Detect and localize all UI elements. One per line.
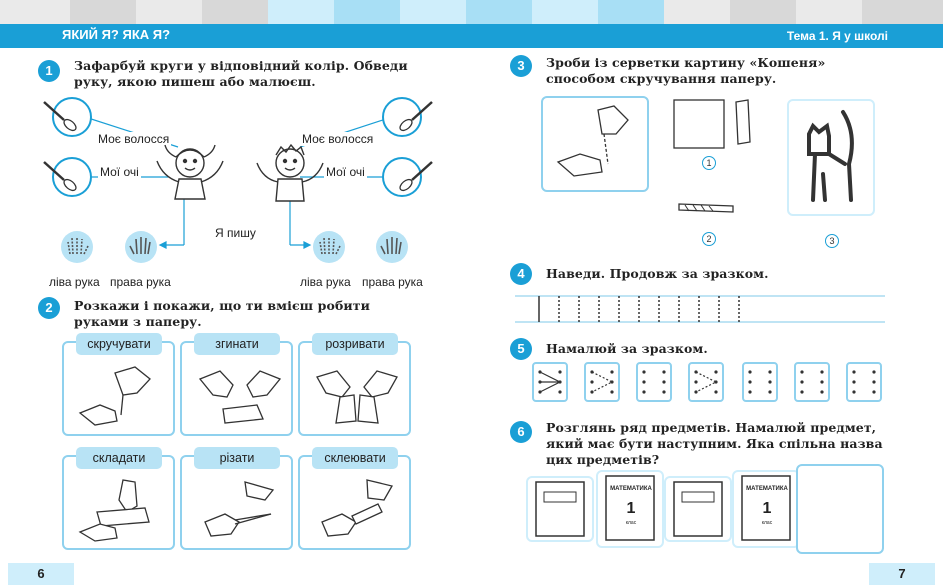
task-number: 1 [38, 60, 60, 82]
task-number: 4 [510, 263, 532, 285]
right-hand-icon[interactable] [375, 230, 409, 264]
action-label: складати [76, 447, 162, 469]
book-title: МАТЕМАТИКА [746, 486, 788, 492]
kitten-illustration [795, 104, 867, 210]
task-text: Розглянь ряд предметів. Намалюй предмет, який має бути наступним. Яка спільна назва цих предметів? [546, 420, 883, 467]
action-label: згинати [194, 333, 280, 355]
page-title: ЯКИЙ Я? ЯКА Я? [62, 27, 171, 42]
step-number: 1 [702, 156, 716, 170]
tracing-lines[interactable] [515, 290, 889, 330]
label-left-hand: ліва рука [49, 275, 100, 289]
brush-icon [40, 160, 80, 200]
task-text: Розкажи і покажи, що ти вмієш робити руками з паперу. [74, 298, 370, 329]
task-number: 5 [510, 338, 532, 360]
label-hair: Моє волосся [98, 132, 170, 146]
hands-twisting-napkin-illustration [550, 104, 640, 184]
topic-title: Тема 1. Я у школі [786, 29, 888, 43]
task-text: Зроби із серветки картину «Кошеня» способом скручування паперу. [546, 55, 826, 86]
label-left-hand: ліва рука [300, 275, 351, 289]
step-number: 2 [702, 232, 716, 246]
action-label: скручувати [76, 333, 162, 355]
book-title: МАТЕМАТИКА [610, 486, 652, 492]
right-hand-icon[interactable] [124, 230, 158, 264]
action-label: різати [194, 447, 280, 469]
label-right-hand: права рука [110, 275, 171, 289]
action-label: розривати [312, 333, 398, 355]
action-label: склеювати [312, 447, 398, 469]
book-sub: клас [761, 520, 773, 526]
label-hair: Моє волосся [302, 132, 374, 146]
hands-twisting-illustration [75, 365, 165, 430]
brush-icon [396, 100, 436, 140]
page-number-right: 7 [869, 563, 935, 585]
page-number-left: 6 [8, 563, 74, 585]
hands-gluing-illustration [312, 478, 402, 543]
book-number: 1 [762, 500, 772, 517]
answer-box[interactable] [796, 464, 884, 554]
task-number: 6 [510, 421, 532, 443]
hands-folding-illustration [195, 365, 285, 430]
task-number: 3 [510, 55, 532, 77]
notebook-illustration [668, 478, 728, 540]
label-right-hand: права рука [362, 275, 423, 289]
book-sub: клас [625, 520, 637, 526]
book-number: 1 [626, 500, 636, 517]
napkin-folded-illustration [730, 98, 754, 152]
hands-folding-paper-illustration [75, 478, 165, 543]
napkin-square-illustration [668, 98, 728, 152]
twisted-napkin-illustration [675, 198, 739, 218]
hands-tearing-illustration [312, 365, 402, 430]
step-number: 3 [825, 234, 839, 248]
label-eyes: Мої очі [326, 165, 365, 179]
task-text: Намалюй за зразком. [546, 341, 708, 356]
boy-illustration [245, 137, 335, 207]
girl-illustration [145, 137, 235, 207]
task-text: Наведи. Продовж за зразком. [546, 266, 769, 281]
label-i-write: Я пишу [215, 226, 256, 240]
brush-icon [396, 160, 436, 200]
hands-cutting-illustration [195, 478, 285, 543]
pattern-drawings [532, 362, 882, 402]
left-hand-icon[interactable] [312, 230, 346, 264]
label-eyes: Мої очі [100, 165, 139, 179]
left-hand-icon[interactable] [60, 230, 94, 264]
brush-icon [40, 100, 80, 140]
task-text: Зафарбуй круги у відповідний колір. Обведи руку, якою пишеш або малюєш. [74, 58, 408, 89]
notebook-illustration [530, 478, 590, 540]
task-number: 2 [38, 297, 60, 319]
